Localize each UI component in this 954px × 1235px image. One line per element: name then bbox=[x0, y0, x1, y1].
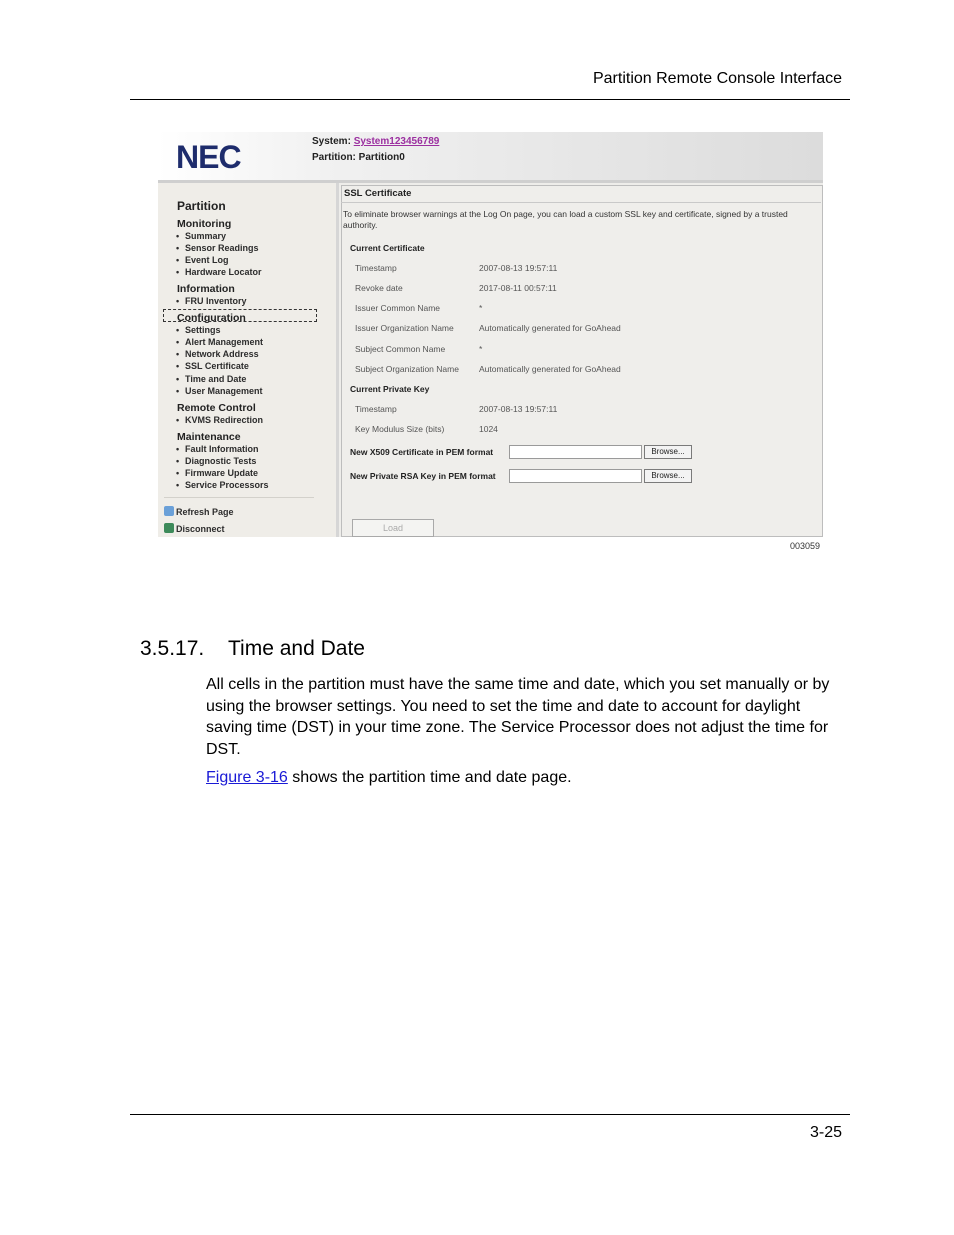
body-paragraph: All cells in the partition must have the same time and date, which you set manually or by using the browser settings. You need to set the time and date to account for daylight saving time (DST) in your time zone. The Service Processor does not adjust the time for DST. bbox=[206, 676, 830, 758]
cert-row-value: 2007-08-13 19:57:11 bbox=[479, 263, 558, 273]
refresh-page-link[interactable] bbox=[164, 506, 234, 517]
console-screenshot-figure bbox=[158, 132, 823, 537]
nav-item-ssl-certificate[interactable]: • SSL Certificate bbox=[176, 361, 249, 371]
key-row-value: 2007-08-13 19:57:11 bbox=[479, 404, 558, 414]
nav-heading-configuration: Configuration bbox=[177, 312, 246, 324]
certificate-file-input[interactable] bbox=[509, 445, 642, 459]
content-frame bbox=[341, 185, 823, 537]
cert-row-label: Issuer Common Name bbox=[355, 303, 441, 313]
cert-row-label: Revoke date bbox=[355, 283, 403, 293]
running-header: Partition Remote Console Interface bbox=[592, 70, 842, 87]
nav-item-alert-management[interactable]: • Alert Management bbox=[176, 337, 263, 347]
nav-item-network-address[interactable]: • Network Address bbox=[176, 349, 259, 359]
page-number: 3-25 bbox=[809, 1124, 842, 1141]
partition-label: Partition: bbox=[312, 152, 356, 163]
nav-item-fault-information[interactable]: • Fault Information bbox=[176, 444, 259, 454]
disconnect-link[interactable] bbox=[164, 523, 225, 534]
refresh-icon bbox=[164, 506, 174, 516]
cert-row-value: 2017-08-11 00:57:11 bbox=[479, 283, 557, 293]
disconnect-label: Disconnect bbox=[176, 524, 225, 534]
cert-row-label: Timestamp bbox=[355, 263, 397, 273]
nav-item-sensor-readings[interactable]: • Sensor Readings bbox=[176, 243, 259, 253]
nec-logo: NEC bbox=[176, 139, 241, 175]
figure-reference-link[interactable]: Figure 3-16 bbox=[206, 769, 288, 786]
certificate-browse-button[interactable]: Browse... bbox=[644, 445, 692, 459]
nav-item-settings[interactable]: • Settings bbox=[176, 325, 221, 335]
cert-row-value: Automatically generated for GoAhead bbox=[479, 323, 621, 333]
nav-item-hardware-locator[interactable]: • Hardware Locator bbox=[176, 267, 262, 277]
disconnect-icon bbox=[164, 523, 174, 533]
cert-row-value: * bbox=[479, 303, 483, 313]
figure-reference-text: shows the partition time and date page. bbox=[287, 769, 572, 786]
nav-selected-outline bbox=[163, 309, 317, 322]
nav-item-service-processors[interactable]: • Service Processors bbox=[176, 480, 269, 490]
partition-line bbox=[312, 152, 405, 163]
nav-item-summary[interactable]: • Summary bbox=[176, 231, 226, 241]
cert-row-value: * bbox=[479, 344, 483, 354]
private-key-file-input[interactable] bbox=[509, 469, 642, 483]
new-private-key-label: New Private RSA Key in PEM format bbox=[350, 471, 496, 481]
nav-heading-remote-control: Remote Control bbox=[177, 402, 256, 414]
load-button[interactable]: Load bbox=[352, 519, 434, 537]
current-certificate-heading: Current Certificate bbox=[350, 243, 425, 253]
key-row-label: Key Modulus Size (bits) bbox=[355, 424, 445, 434]
header-rule bbox=[130, 99, 850, 100]
console-banner bbox=[158, 132, 823, 180]
system-link[interactable]: System123456789 bbox=[353, 136, 440, 147]
footer-rule bbox=[130, 1114, 850, 1115]
nav-heading-monitoring: Monitoring bbox=[177, 218, 232, 230]
nav-item-user-management[interactable]: • User Management bbox=[176, 386, 263, 396]
nav-item-firmware-update[interactable]: • Firmware Update bbox=[176, 468, 258, 478]
cert-row-value: Automatically generated for GoAhead bbox=[479, 364, 621, 374]
nav-footer-divider bbox=[164, 497, 314, 498]
key-row-value: 1024 bbox=[479, 424, 498, 434]
partition-value: Partition0 bbox=[358, 152, 405, 163]
title-divider bbox=[341, 202, 821, 203]
cert-row-label: Subject Organization Name bbox=[355, 364, 459, 374]
nav-heading-maintenance: Maintenance bbox=[177, 431, 241, 443]
nav-partition-heading: Partition bbox=[177, 199, 226, 213]
system-line bbox=[312, 136, 439, 147]
ssl-certificate-title: SSL Certificate bbox=[344, 188, 412, 199]
system-label: System: bbox=[312, 136, 351, 147]
current-private-key-heading: Current Private Key bbox=[350, 384, 430, 394]
nav-heading-information: Information bbox=[177, 283, 235, 295]
section-number: 3.5.17. bbox=[140, 637, 205, 660]
nav-item-time-and-date[interactable]: • Time and Date bbox=[176, 374, 246, 384]
section-title: Time and Date bbox=[228, 637, 365, 660]
figure-id: 003059 bbox=[790, 541, 821, 551]
new-certificate-label: New X509 Certificate in PEM format bbox=[350, 447, 494, 457]
nav-item-diagnostic-tests[interactable]: • Diagnostic Tests bbox=[176, 456, 256, 466]
refresh-page-label: Refresh Page bbox=[176, 507, 234, 517]
nav-item-event-log[interactable]: • Event Log bbox=[176, 255, 229, 265]
ssl-intro-text: To eliminate browser warnings at the Log On page, you can load a custom SSL key and certificate, signed by a trusted authority. bbox=[343, 209, 788, 230]
cert-row-label: Subject Common Name bbox=[355, 344, 446, 354]
figure-reference-paragraph bbox=[206, 769, 572, 787]
cert-row-label: Issuer Organization Name bbox=[355, 323, 454, 333]
key-row-label: Timestamp bbox=[355, 404, 397, 414]
private-key-browse-button[interactable]: Browse... bbox=[644, 469, 692, 483]
nav-item-fru-inventory[interactable]: • FRU Inventory bbox=[176, 296, 247, 306]
nav-item-kvms-redirection[interactable]: • KVMS Redirection bbox=[176, 415, 263, 425]
